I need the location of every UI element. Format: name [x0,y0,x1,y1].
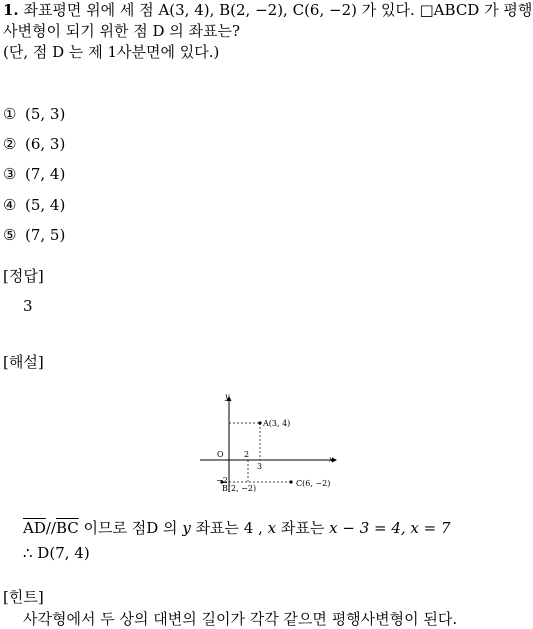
hint-text: 사각형에서 두 상의 대변의 길이가 각각 같으면 평행사변형이 된다. [23,610,458,628]
choice-5[interactable] [3,225,65,245]
point-a-dot [258,421,261,424]
segment-ad: $\overline{AD}$ [23,519,46,537]
choice-1-text: (5, 3) [25,105,66,123]
choice-4-text: (5, 4) [25,196,66,214]
choice-1[interactable] [3,104,65,124]
choice-2[interactable] [3,134,65,154]
question-number: 1. [3,1,19,19]
var-y: y [182,519,191,537]
choice-5-text: (7, 5) [25,226,66,244]
choice-4[interactable] [3,195,65,215]
question-condition: (단, 점 D 는 제 1사분면에 있다.) [3,43,220,61]
tick-3-label: 3 [257,462,263,471]
question-text-1: 좌표평면 위에 세 점 A(3, 4), B(2, −2), C(6, −2) 가 있다. □ABCD 가 평행 [23,1,533,19]
question-line-2: 사변형이 되기 위한 점 D 의 좌표는? [3,22,241,40]
choice-3-mark: ③ [3,165,17,183]
explanation-text-2: 좌표는 4 , [190,519,268,537]
tick-neg2-label: −2 [216,476,228,485]
point-b-label: B(2, −2) [222,484,257,493]
explanation-text-1: 이므로 점D 의 [78,519,183,537]
segment-bc: $\overline{BC}$ [55,519,79,537]
question-line-1 [3,0,532,20]
choice-4-mark: ④ [3,196,17,214]
y-axis-label: y [225,392,230,401]
choice-2-text: (6, 3) [25,135,66,153]
choice-3-text: (7, 4) [25,165,66,183]
origin-label: O [217,450,224,459]
point-a-label: A(3, 4) [263,419,291,428]
x-axis-label: x [329,455,334,464]
parallel-symbol: // [45,519,56,537]
hint-label: [힌트] [3,588,44,606]
choice-5-mark: ⑤ [3,226,17,244]
choice-2-mark: ② [3,135,17,153]
coordinate-graph [195,388,340,496]
tick-2-label: 2 [244,450,250,459]
answer-value: 3 [23,297,33,315]
explanation-conclusion: ∴ D(7, 4) [23,544,90,562]
explanation-label: [해설] [3,353,44,371]
choice-1-mark: ① [3,105,17,123]
choice-3[interactable] [3,164,65,184]
point-c-label: C(6, −2) [296,479,331,488]
var-x: x [267,519,277,537]
explanation-text-3: 좌표는 [276,519,330,537]
equation: x − 3 = 4, x = 7 [329,519,451,537]
answer-label: [정답] [3,267,44,285]
point-c-dot [289,480,292,483]
explanation-line-1 [23,518,451,538]
